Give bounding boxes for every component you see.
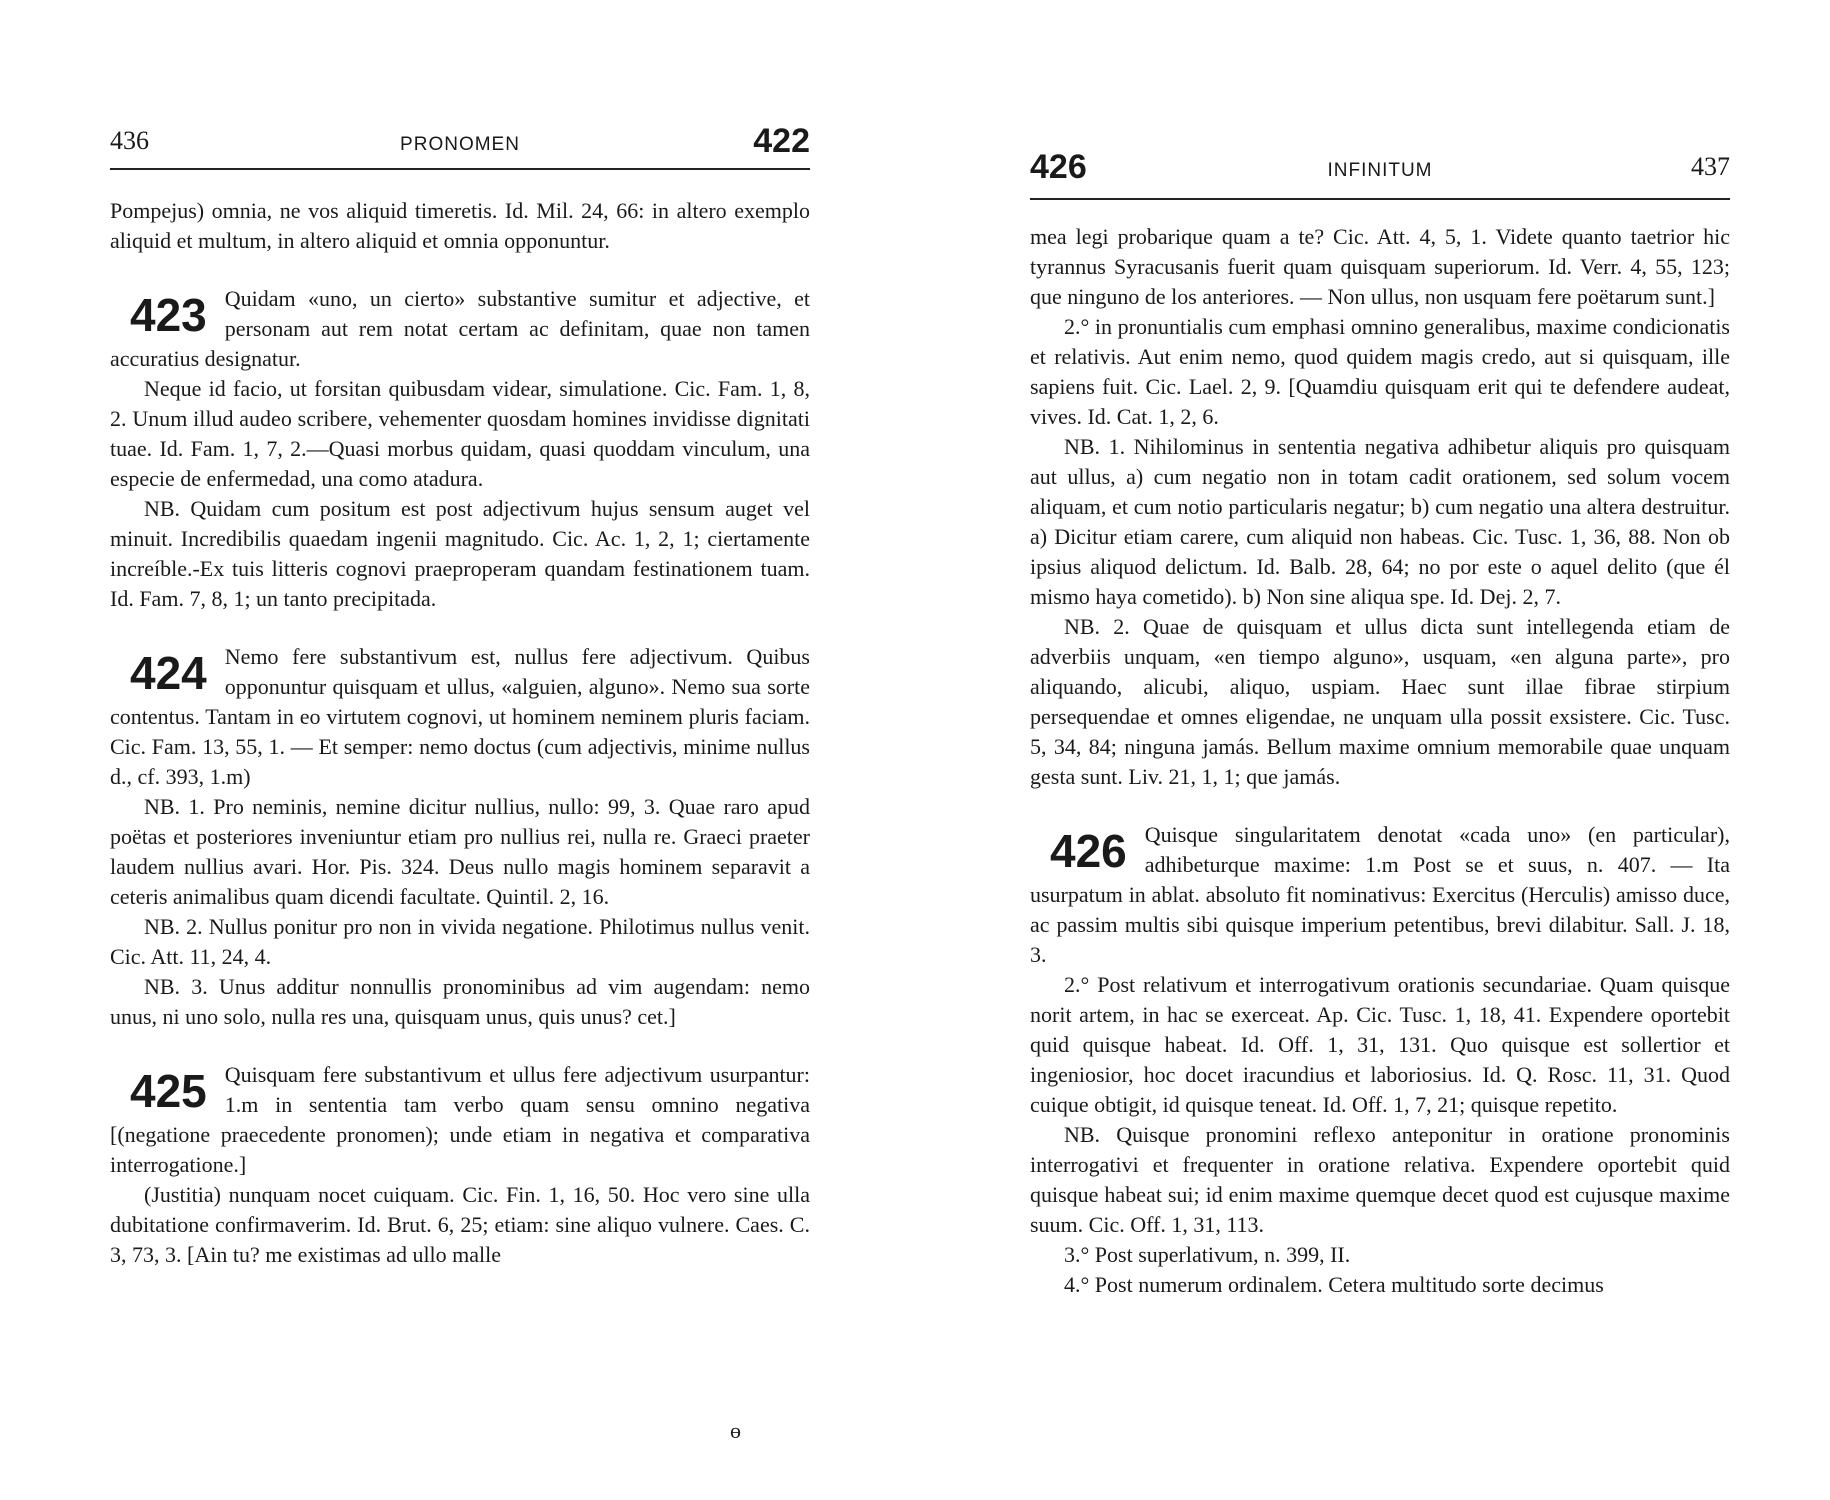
paragraph: 3.° Post superlativum, n. 399, II. <box>1064 1242 1351 1267</box>
section-number: 423 <box>130 289 207 341</box>
gutter-mark: ɵ <box>730 1418 741 1443</box>
paragraph: Nemo fere substantivum est, nullus fere adjectivum. Quibus opponuntur quisquam et ullus, «alguien, alguno». Nemo sua sorte contentus. Tantam in eo virtutem cognovi, ut hominem neminem pluris faciam. Cic. Fam. 13, 55, 1. — Et semper: nemo doctus (cum adjectivis, minime nullus d., cf. 393, 1.m) <box>110 644 810 789</box>
page-number: 437 <box>1691 152 1730 181</box>
paragraph: NB. 3. Unus additur nonnullis pronominibus ad vim augendam: nemo unus, ni uno solo, nulla res una, quisquam unus, quis unus? cet.] <box>110 974 810 1029</box>
paragraph: NB. 2. Nullus ponitur pro non in vivida negatione. Philotimus nullus venit. Cic. Att. 11, 24, 4. <box>110 914 810 969</box>
right-page-header <box>1030 148 1730 202</box>
header-rule <box>1030 198 1730 200</box>
paragraph: NB. 2. Quae de quisquam et ullus dicta sunt intellegenda etiam de adverbiis unquam, «en tiempo alguno», usquam, «en alguna parte», pro aliquando, alicubi, aliquo, uspiam. Haec sunt illae fibrae stirpium persequendae et omnes eligendae, ne unquam ulla possit exsistere. Cic. Tusc. 5, 34, 84; ninguna jamás. Bellum maxime omnium memorabile quae unquam gesta sunt. Liv. 21, 1, 1; que jamás. <box>1030 614 1730 789</box>
paragraph: Quisquam fere substantivum et ullus fere adjectivum usurpantur: 1.m in sententia tam verbo quam sensu omnino negativa [(negatione praecedente pronomen); unde etiam in negativa et comparativa interrogatione.] <box>110 1062 810 1177</box>
running-title: PRONOMEN <box>400 134 520 155</box>
paragraph: NB. 1. Nihilominus in sententia negativa adhibetur aliquis pro quisquam aut ullus, a) cum negatio non in totam cadit orationem, sed solum vocem aliquam, et cum notio particularis negatur; b) cum negatio una altera destruitur. a) Dicitur etiam carere, cum aliquid non habeas. Cic. Tusc. 1, 36, 88. Non ob ipsius aliquod delictum. Id. Balb. 28, 64; no por este o aquel delito (que él mismo haya cometido). b) Non sine aliqua spe. Id. Dej. 2, 7. <box>1030 434 1730 609</box>
page-number: 436 <box>110 126 149 155</box>
section-423 <box>110 284 810 614</box>
right-page-body <box>1030 222 1730 1300</box>
paragraph: NB. Quidam cum positum est post adjectivum hujus sensum auget vel minuit. Incredibilis quaedam ingenii magnitudo. Cic. Ac. 1, 2, 1; ciertamente increíble.-Ex tuis litteris cognovi praeproperam quandam festinationem tuam. Id. Fam. 7, 8, 1; un tanto precipitada. <box>110 496 810 611</box>
paragraph: Quisque singularitatem denotat «cada uno» (en particular), adhibeturque maxime: 1.m Post se et suus, n. 407. — Ita usurpatum in ablat. absoluto fit nominativus: Exercitus (Herculis) amisso duce, ac passim multis sibi quisque imperium petentibus, brevi dilabitur. Sall. J. 18, 3. <box>1030 822 1730 967</box>
opening-paragraph: mea legi probarique quam a te? Cic. Att. 4, 5, 1. Videte quanto taetrior hic tyrannus Syracusanis fuerit quam quisquam superiorum. Id. Verr. 4, 55, 123; que ninguno de los anteriores. — Non ullus, non usquam fere poëtarum sunt.] <box>1030 224 1730 309</box>
section-426 <box>1030 820 1730 1300</box>
left-page <box>110 0 810 1500</box>
paragraph: Quidam «uno, un cierto» substantive sumitur et adjective, et personam aut rem notat certam ac definitam, quae non tamen accuratius designatur. <box>110 286 810 371</box>
section-number: 426 <box>1050 825 1127 877</box>
right-page <box>1030 0 1730 1500</box>
paragraph: 2.° Post relativum et interrogativum orationis secundariae. Quam quisque norit artem, in hac se exerceat. Ap. Cic. Tusc. 1, 18, 41. Expendere oportebit quid quisque habeat. Id. Off. 1, 31, 131. Quo quisque est sollertior et ingeniosior, hoc docet iracundius et laboriosius. Id. Q. Rosc. 11, 31. Quod cuique obtigit, id quisque teneat. Id. Off. 1, 7, 21; quisque repetito. <box>1030 972 1730 1117</box>
paragraph: (Justitia) nunquam nocet cuiquam. Cic. Fin. 1, 16, 50. Hoc vero sine ulla dubitatione confirmaverim. Id. Brut. 6, 25; etiam: sine aliquo vulnere. Caes. C. 3, 73, 3. [Ain tu? me existimas ad ullo malle <box>110 1182 810 1267</box>
section-number: 424 <box>130 647 207 699</box>
paragraph: NB. 1. Pro neminis, nemine dicitur nullius, nullo: 99, 3. Quae raro apud poëtas et posteriores inveniuntur etiam pro nullius rei, nulla re. Graeci praeter laudem nullius avari. Hor. Pis. 324. Deus nullo magis hominem separavit a ceteris animalibus quam dicendi facultate. Quintil. 2, 16. <box>110 794 810 909</box>
header-rule <box>110 168 810 170</box>
left-page-header <box>110 122 810 176</box>
section-marker: 422 <box>753 122 810 160</box>
left-page-body <box>110 196 810 1270</box>
opening-paragraph: Pompejus) omnia, ne vos aliquid timeretis. Id. Mil. 24, 66: in altero exemplo aliquid et multum, in altero aliquid et omnia opponuntur. <box>110 198 810 253</box>
section-425 <box>110 1060 810 1270</box>
paragraph: Neque id facio, ut forsitan quibusdam videar, simulatione. Cic. Fam. 1, 8, 2. Unum illud audeo scribere, vehementer quosdam homines invidisse dignitati tuae. Id. Fam. 1, 7, 2.—Quasi morbus quidam, quasi quoddam vinculum, una especie de enfermedad, una como atadura. <box>110 376 810 491</box>
section-number: 425 <box>130 1065 207 1117</box>
paragraph: NB. Quisque pronomini reflexo anteponitur in oratione pronominis interrogativi et frequenter in oratione relativa. Expendere oportebit quid quisque habeat sui; id enim maxime quemque decet quod est cujusque maxime suum. Cic. Off. 1, 31, 113. <box>1030 1122 1730 1237</box>
section-marker: 426 <box>1030 148 1087 186</box>
paragraph: 4.° Post numerum ordinalem. Cetera multitudo sorte decimus <box>1064 1272 1604 1297</box>
paragraph: 2.° in pronuntialis cum emphasi omnino generalibus, maxime condicionatis et relativis. Aut enim nemo, quod quidem magis credo, aut si quisquam, ille sapiens fuit. Cic. Lael. 2, 9. [Quamdiu quisquam erit qui te defendere audeat, vives. Id. Cat. 1, 2, 6. <box>1030 314 1730 429</box>
section-424 <box>110 642 810 1032</box>
running-title: INFINITUM <box>1327 160 1433 181</box>
